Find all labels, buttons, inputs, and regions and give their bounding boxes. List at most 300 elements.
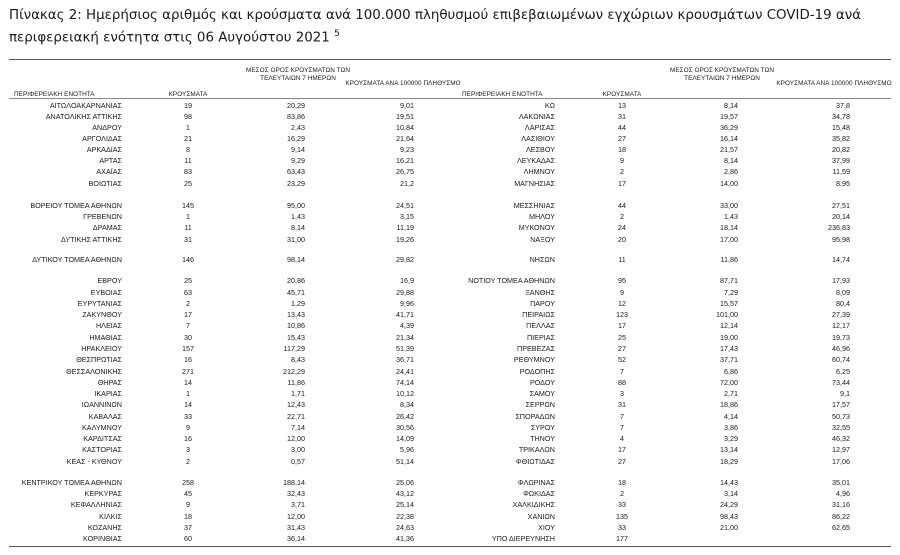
header-cases-right: ΚΡΟΥΣΜΑΤΑ <box>602 91 642 98</box>
cases-value: 145 <box>182 201 194 210</box>
header-per100k-right: ΚΡΟΥΣΜΑΤΑ ΑΝΑ 100000 ΠΛΗΘΥΣΜΟ <box>776 80 892 87</box>
unit-name: ΜΕΣΣΗΝΙΑΣ <box>513 201 555 210</box>
avg-value: 6,86 <box>724 367 738 376</box>
per100k-value: 35,01 <box>832 478 850 487</box>
unit-name: ΕΒΡΟΥ <box>97 276 122 285</box>
unit-name: ΤΡΙΚΑΛΩΝ <box>518 445 555 454</box>
per100k-value: 32,55 <box>832 423 850 432</box>
avg-value: 9,14 <box>291 145 305 154</box>
cases-value: 4 <box>620 434 624 443</box>
cases-value: 177 <box>616 534 628 543</box>
unit-name: ΛΗΜΝΟΥ <box>523 167 555 176</box>
avg-value: 15,43 <box>287 333 305 342</box>
unit-name: ΔΥΤΙΚΟΥ ΤΟΜΕΑ ΑΘΗΝΩΝ <box>32 255 122 264</box>
avg-value: 0,57 <box>291 457 305 466</box>
unit-name: ΠΑΡΟΥ <box>530 299 555 308</box>
avg-value: 12,00 <box>287 434 305 443</box>
cases-value: 52 <box>618 355 626 364</box>
cases-value: 7 <box>620 367 624 376</box>
unit-name: ΚΟΡΙΝΘΙΑΣ <box>83 534 122 543</box>
cases-value: 25 <box>618 333 626 342</box>
per100k-value: 19,51 <box>396 112 414 121</box>
cases-value: 37 <box>184 523 192 532</box>
cases-value: 20 <box>618 235 626 244</box>
cases-value: 31 <box>618 400 626 409</box>
per100k-value: 8,34 <box>400 400 414 409</box>
per100k-value: 34,78 <box>832 112 850 121</box>
per100k-value: 5,96 <box>400 445 414 454</box>
per100k-value: 25,06 <box>396 478 414 487</box>
per100k-value: 25,14 <box>396 500 414 509</box>
per100k-value: 41,71 <box>396 310 414 319</box>
unit-name: ΗΜΑΘΙΑΣ <box>89 333 122 342</box>
cases-value: 44 <box>618 123 626 132</box>
per100k-value: 17,06 <box>832 457 850 466</box>
per100k-value: 10,84 <box>396 123 414 132</box>
unit-name: ΚΑΛΥΜΝΟΥ <box>82 423 122 432</box>
cases-value: 33 <box>618 500 626 509</box>
per100k-value: 12,17 <box>832 321 850 330</box>
avg-value: 2,86 <box>724 167 738 176</box>
unit-name: ΓΡΕΒΕΝΩΝ <box>83 212 122 221</box>
avg-value: 11,86 <box>287 378 305 387</box>
avg-value: 7,29 <box>724 288 738 297</box>
unit-name: ΕΥΡΥΤΑΝΙΑΣ <box>77 299 122 308</box>
header-per100k-left: ΚΡΟΥΣΜΑΤΑ ΑΝΑ 100000 ΠΛΗΘΥΣΜΟ <box>345 80 461 87</box>
per100k-value: 27,39 <box>832 310 850 319</box>
avg-value: 13,43 <box>287 310 305 319</box>
per100k-value: 62,65 <box>832 523 850 532</box>
avg-value: 14,00 <box>720 179 738 188</box>
avg-value: 32,43 <box>287 489 305 498</box>
unit-name: ΑΡΚΑΔΙΑΣ <box>86 145 122 154</box>
avg-value: 19,00 <box>720 333 738 342</box>
avg-value: 12,14 <box>720 321 738 330</box>
per100k-value: 30,56 <box>396 423 414 432</box>
avg-value: 15,57 <box>720 299 738 308</box>
cases-value: 258 <box>182 478 194 487</box>
avg-value: 3,86 <box>724 423 738 432</box>
per100k-value: 14,74 <box>832 255 850 264</box>
avg-value: 45,71 <box>287 288 305 297</box>
per100k-value: 9,1 <box>840 389 850 398</box>
per100k-value: 21,2 <box>400 179 414 188</box>
unit-name: ΣΕΡΡΩΝ <box>525 400 555 409</box>
avg-value: 36,14 <box>287 534 305 543</box>
unit-name: ΛΑΚΩΝΙΑΣ <box>518 112 555 121</box>
avg-value: 8,43 <box>291 355 305 364</box>
cases-value: 11 <box>184 156 192 165</box>
avg-value: 98,14 <box>287 255 305 264</box>
table-bottom-rule <box>9 546 891 547</box>
per100k-value: 19,26 <box>396 235 414 244</box>
unit-name: ΡΟΔΟΠΗΣ <box>519 367 555 376</box>
per100k-value: 24,51 <box>396 201 414 210</box>
unit-name: ΦΩΚΙΔΑΣ <box>523 489 555 498</box>
per100k-value: 31,16 <box>832 500 850 509</box>
per100k-value: 11,59 <box>832 167 850 176</box>
cases-value: 12 <box>618 299 626 308</box>
per100k-value: 27,51 <box>832 201 850 210</box>
avg-value: 21,00 <box>720 523 738 532</box>
unit-name: ΦΛΩΡΙΝΑΣ <box>517 478 555 487</box>
per100k-value: 36,71 <box>396 355 414 364</box>
cases-value: 157 <box>182 344 194 353</box>
cases-value: 7 <box>186 321 190 330</box>
cases-value: 1 <box>186 212 190 221</box>
page-title <box>9 6 893 47</box>
cases-value: 25 <box>184 276 192 285</box>
per100k-value: 80,4 <box>836 299 850 308</box>
avg-value: 63,43 <box>287 167 305 176</box>
unit-name: ΚΑΒΑΛΑΣ <box>88 412 122 421</box>
unit-name: ΥΠΟ ΔΙΕΡΕΥΝΗΣΗ <box>491 534 555 543</box>
cases-value: 95 <box>618 276 626 285</box>
header-avg-right: ΜΕΣΟΣ ΟΡΟΣ ΚΡΟΥΣΜΑΤΩΝ ΤΩΝ ΤΕΛΕΥΤΑΙΩΝ 7 ΗΜΕΡΩΝ <box>669 67 775 82</box>
unit-name: ΠΙΕΡΙΑΣ <box>526 333 555 342</box>
avg-value: 11,86 <box>720 255 738 264</box>
unit-name: ΕΥΒΟΙΑΣ <box>90 288 122 297</box>
cases-value: 7 <box>620 412 624 421</box>
unit-name: ΘΕΣΣΑΛΟΝΙΚΗΣ <box>66 367 122 376</box>
cases-value: 16 <box>184 355 192 364</box>
cases-value: 11 <box>618 255 626 264</box>
unit-name: ΘΗΡΑΣ <box>97 378 122 387</box>
unit-name: ΚΑΣΤΟΡΙΑΣ <box>82 445 122 454</box>
cases-value: 83 <box>184 167 192 176</box>
unit-name: ΒΟΙΩΤΙΑΣ <box>88 179 122 188</box>
unit-name: ΔΡΑΜΑΣ <box>92 223 122 232</box>
avg-value: 3,00 <box>291 445 305 454</box>
per100k-value: 86,22 <box>832 512 850 521</box>
cases-value: 3 <box>620 389 624 398</box>
per100k-value: 8,09 <box>836 288 850 297</box>
unit-name: ΚΕΡΚΥΡΑΣ <box>84 489 122 498</box>
cases-value: 9 <box>186 500 190 509</box>
cases-value: 13 <box>618 101 626 110</box>
unit-name: ΠΡΕΒΕΖΑΣ <box>517 344 555 353</box>
avg-value: 31,00 <box>287 235 305 244</box>
per100k-value: 11,19 <box>396 223 414 232</box>
unit-name: ΑΝΔΡΟΥ <box>92 123 122 132</box>
avg-value: 188,14 <box>283 478 305 487</box>
cases-value: 30 <box>184 333 192 342</box>
avg-value: 24,29 <box>720 500 738 509</box>
title-footnote: 5 <box>334 29 340 39</box>
per100k-value: 41,36 <box>396 534 414 543</box>
per100k-value: 4,96 <box>836 489 850 498</box>
unit-name: ΛΕΣΒΟΥ <box>526 145 555 154</box>
avg-value: 8,14 <box>291 223 305 232</box>
unit-name: ΧΑΝΙΩΝ <box>527 512 555 521</box>
avg-value: 12,00 <box>287 512 305 521</box>
unit-name: ΗΛΕΙΑΣ <box>95 321 122 330</box>
per100k-value: 17,57 <box>832 400 850 409</box>
cases-value: 8 <box>186 145 190 154</box>
cases-value: 2 <box>620 167 624 176</box>
avg-value: 9,29 <box>291 156 305 165</box>
unit-name: ΛΑΣΙΘΙΟΥ <box>521 134 555 143</box>
per100k-value: 16,9 <box>400 276 414 285</box>
avg-value: 20,86 <box>287 276 305 285</box>
cases-value: 2 <box>620 489 624 498</box>
avg-value: 1,43 <box>724 212 738 221</box>
unit-name: ΑΝΑΤΟΛΙΚΗΣ ΑΤΤΙΚΗΣ <box>45 112 122 121</box>
cases-value: 44 <box>618 201 626 210</box>
unit-name: ΚΕΑΣ - ΚΥΘΝΟΥ <box>66 457 122 466</box>
cases-value: 18 <box>618 478 626 487</box>
avg-value: 3,29 <box>724 434 738 443</box>
unit-name: ΝΟΤΙΟΥ ΤΟΜΕΑ ΑΘΗΝΩΝ <box>468 276 555 285</box>
unit-name: ΝΑΞΟΥ <box>530 235 555 244</box>
avg-value: 98,43 <box>720 512 738 521</box>
unit-name: ΚΙΛΚΙΣ <box>99 512 122 521</box>
unit-name: ΛΕΥΚΑΔΑΣ <box>516 156 555 165</box>
per100k-value: 95,98 <box>832 235 850 244</box>
unit-name: ΑΡΤΑΣ <box>99 156 122 165</box>
unit-name: ΚΑΡΔΙΤΣΑΣ <box>83 434 122 443</box>
avg-value: 1,43 <box>291 212 305 221</box>
cases-value: 1 <box>186 123 190 132</box>
avg-value: 101,00 <box>716 310 738 319</box>
cases-value: 45 <box>184 489 192 498</box>
cases-value: 3 <box>186 445 190 454</box>
avg-value: 87,71 <box>720 276 738 285</box>
avg-value: 17,00 <box>720 235 738 244</box>
per100k-value: 20,82 <box>832 145 850 154</box>
per100k-value: 17,93 <box>832 276 850 285</box>
title-text: Πίνακας 2: Ημερήσιος αριθμός και κρούσματα ανά 100.000 πληθυσμού επιβεβαιωμένων εγχώριων κρουσμάτων COVID-19 ανά περιφερειακή ενότητα στις 06 Αυγούστου 2021 <box>9 8 862 46</box>
unit-name: ΚΩ <box>544 101 555 110</box>
avg-value: 10,86 <box>287 321 305 330</box>
cases-value: 33 <box>618 523 626 532</box>
unit-name: ΠΕΛΛΑΣ <box>526 321 555 330</box>
avg-value: 1,29 <box>291 299 305 308</box>
cases-value: 2 <box>620 212 624 221</box>
unit-name: ΞΑΝΘΗΣ <box>525 288 555 297</box>
avg-value: 16,14 <box>720 134 738 143</box>
avg-value: 3,71 <box>291 500 305 509</box>
unit-name: ΙΚΑΡΙΑΣ <box>94 389 122 398</box>
per100k-value: 60,74 <box>832 355 850 364</box>
unit-name: ΑΙΤΩΛΟΑΚΑΡΝΑΝΙΑΣ <box>49 101 122 110</box>
per100k-value: 8,95 <box>836 179 850 188</box>
avg-value: 36,29 <box>720 123 738 132</box>
cases-value: 25 <box>184 179 192 188</box>
per100k-value: 19,73 <box>832 333 850 342</box>
avg-value: 18,29 <box>720 457 738 466</box>
header-avg-left: ΜΕΣΟΣ ΟΡΟΣ ΚΡΟΥΣΜΑΤΩΝ ΤΩΝ ΤΕΛΕΥΤΑΙΩΝ 7 ΗΜΕΡΩΝ <box>245 67 351 82</box>
avg-value: 117,29 <box>283 344 305 353</box>
cases-value: 21 <box>184 134 192 143</box>
per100k-value: 3,15 <box>400 212 414 221</box>
unit-name: ΔΥΤΙΚΗΣ ΑΤΤΙΚΗΣ <box>61 235 122 244</box>
per100k-value: 22,38 <box>396 512 414 521</box>
unit-name: ΑΧΑΪΑΣ <box>96 167 122 176</box>
avg-value: 7,14 <box>291 423 305 432</box>
per100k-value: 6,25 <box>836 367 850 376</box>
unit-name: ΚΟΖΑΝΗΣ <box>87 523 122 532</box>
cases-value: 16 <box>184 434 192 443</box>
avg-value: 20,29 <box>287 101 305 110</box>
per100k-value: 24,41 <box>396 367 414 376</box>
per100k-value: 46,32 <box>832 434 850 443</box>
avg-value: 14,43 <box>720 478 738 487</box>
cases-value: 27 <box>618 344 626 353</box>
avg-value: 3,14 <box>724 489 738 498</box>
unit-name: ΝΗΣΩΝ <box>529 255 555 264</box>
cases-value: 17 <box>618 179 626 188</box>
avg-value: 18,14 <box>720 223 738 232</box>
avg-value: 18,86 <box>720 400 738 409</box>
avg-value: 17,43 <box>720 344 738 353</box>
per100k-value: 9,23 <box>400 145 414 154</box>
avg-value: 4,14 <box>724 412 738 421</box>
per100k-value: 9,96 <box>400 299 414 308</box>
avg-value: 8,14 <box>724 101 738 110</box>
per100k-value: 35,82 <box>832 134 850 143</box>
header-unit-left: ΠΕΡΙΦΕΡΕΙΑΚΗ ΕΝΟΤΗΤΑ <box>14 91 95 98</box>
unit-name: ΑΡΓΟΛΙΔΑΣ <box>82 134 122 143</box>
cases-value: 24 <box>618 223 626 232</box>
avg-value: 19,57 <box>720 112 738 121</box>
per100k-value: 9,01 <box>400 101 414 110</box>
per100k-value: 15,48 <box>832 123 850 132</box>
cases-value: 31 <box>618 112 626 121</box>
per100k-value: 29,88 <box>396 288 414 297</box>
header-cases-left: ΚΡΟΥΣΜΑΤΑ <box>168 91 208 98</box>
avg-value: 37,71 <box>720 355 738 364</box>
unit-name: ΗΡΑΚΛΕΙΟΥ <box>81 344 122 353</box>
cases-value: 9 <box>620 288 624 297</box>
unit-name: ΧΑΛΚΙΔΙΚΗΣ <box>512 500 555 509</box>
table-top-rule <box>9 59 891 60</box>
unit-name: ΣΠΟΡΑΔΩΝ <box>515 412 555 421</box>
unit-name: ΣΑΜΟΥ <box>529 389 555 398</box>
cases-value: 146 <box>182 255 194 264</box>
per100k-value: 14,09 <box>396 434 414 443</box>
avg-value: 2,71 <box>724 389 738 398</box>
avg-value: 13,14 <box>720 445 738 454</box>
cases-value: 88 <box>618 378 626 387</box>
cases-value: 14 <box>184 400 192 409</box>
per100k-value: 26,75 <box>396 167 414 176</box>
per100k-value: 12,97 <box>832 445 850 454</box>
avg-value: 1,71 <box>291 389 305 398</box>
avg-value: 2,43 <box>291 123 305 132</box>
cases-value: 2 <box>186 299 190 308</box>
per100k-value: 4,39 <box>400 321 414 330</box>
unit-name: ΙΩΑΝΝΙΝΩΝ <box>81 400 122 409</box>
per100k-value: 26,42 <box>396 412 414 421</box>
header-bottom-rule <box>9 98 891 99</box>
per100k-value: 21,34 <box>396 333 414 342</box>
avg-value: 12,43 <box>287 400 305 409</box>
per100k-value: 21,64 <box>396 134 414 143</box>
cases-value: 98 <box>184 112 192 121</box>
cases-value: 2 <box>186 457 190 466</box>
unit-name: ΡΟΔΟΥ <box>529 378 555 387</box>
cases-value: 17 <box>618 445 626 454</box>
unit-name: ΘΕΣΠΡΩΤΙΑΣ <box>76 355 122 364</box>
avg-value: 95,00 <box>287 201 305 210</box>
cases-value: 60 <box>184 534 192 543</box>
unit-name: ΒΟΡΕΙΟΥ ΤΟΜΕΑ ΑΘΗΝΩΝ <box>30 201 122 210</box>
per100k-value: 24,63 <box>396 523 414 532</box>
per100k-value: 37,99 <box>832 156 850 165</box>
unit-name: ΚΕΝΤΡΙΚΟΥ ΤΟΜΕΑ ΑΘΗΝΩΝ <box>21 478 122 487</box>
per100k-value: 20,14 <box>832 212 850 221</box>
cases-value: 18 <box>618 145 626 154</box>
cases-value: 27 <box>618 134 626 143</box>
per100k-value: 16,21 <box>396 156 414 165</box>
cases-value: 63 <box>184 288 192 297</box>
unit-name: ΛΑΡΙΣΑΣ <box>524 123 555 132</box>
per100k-value: 51,14 <box>396 457 414 466</box>
cases-value: 135 <box>616 512 628 521</box>
unit-name: ΚΕΦΑΛΛΗΝΙΑΣ <box>70 500 122 509</box>
cases-value: 14 <box>184 378 192 387</box>
cases-value: 17 <box>618 321 626 330</box>
cases-value: 17 <box>184 310 192 319</box>
per100k-value: 37,8 <box>836 101 850 110</box>
cases-value: 18 <box>184 512 192 521</box>
cases-value: 123 <box>616 310 628 319</box>
per100k-value: 50,73 <box>832 412 850 421</box>
cases-value: 11 <box>184 223 192 232</box>
per100k-value: 46,96 <box>832 344 850 353</box>
avg-value: 33,00 <box>720 201 738 210</box>
avg-value: 23,29 <box>287 179 305 188</box>
cases-value: 9 <box>186 423 190 432</box>
header-unit-right: ΠΕΡΙΦΕΡΕΙΑΚΗ ΕΝΟΤΗΤΑ <box>462 91 543 98</box>
avg-value: 22,71 <box>287 412 305 421</box>
unit-name: ΦΘΙΩΤΙΔΑΣ <box>515 457 555 466</box>
unit-name: ΜΑΓΝΗΣΙΑΣ <box>514 179 555 188</box>
per100k-value: 43,12 <box>396 489 414 498</box>
per100k-value: 10,12 <box>396 389 414 398</box>
unit-name: ΜΗΛΟΥ <box>529 212 555 221</box>
cases-value: 1 <box>186 389 190 398</box>
unit-name: ΣΥΡΟΥ <box>530 423 555 432</box>
avg-value: 21,57 <box>720 145 738 154</box>
unit-name: ΖΑΚΥΝΘΟΥ <box>82 310 122 319</box>
cases-value: 31 <box>184 235 192 244</box>
avg-value: 72,00 <box>720 378 738 387</box>
avg-value: 31,43 <box>287 523 305 532</box>
cases-value: 27 <box>618 457 626 466</box>
avg-value: 8,14 <box>724 156 738 165</box>
cases-value: 19 <box>184 101 192 110</box>
per100k-value: 29,82 <box>396 255 414 264</box>
per100k-value: 73,44 <box>832 378 850 387</box>
unit-name: ΤΗΝΟΥ <box>530 434 555 443</box>
cases-value: 7 <box>620 423 624 432</box>
cases-value: 33 <box>184 412 192 421</box>
per100k-value: 74,14 <box>396 378 414 387</box>
unit-name: ΧΙΟΥ <box>538 523 555 532</box>
unit-name: ΡΕΘΥΜΝΟΥ <box>513 355 555 364</box>
per100k-value: 51,39 <box>396 344 414 353</box>
unit-name: ΜΥΚΟΝΟΥ <box>518 223 555 232</box>
avg-value: 83,86 <box>287 112 305 121</box>
avg-value: 16,29 <box>287 134 305 143</box>
unit-name: ΠΕΙΡΑΙΩΣ <box>522 310 555 319</box>
cases-value: 9 <box>620 156 624 165</box>
cases-value: 271 <box>182 367 194 376</box>
avg-value: 212,29 <box>283 367 305 376</box>
per100k-value: 236,83 <box>828 223 850 232</box>
